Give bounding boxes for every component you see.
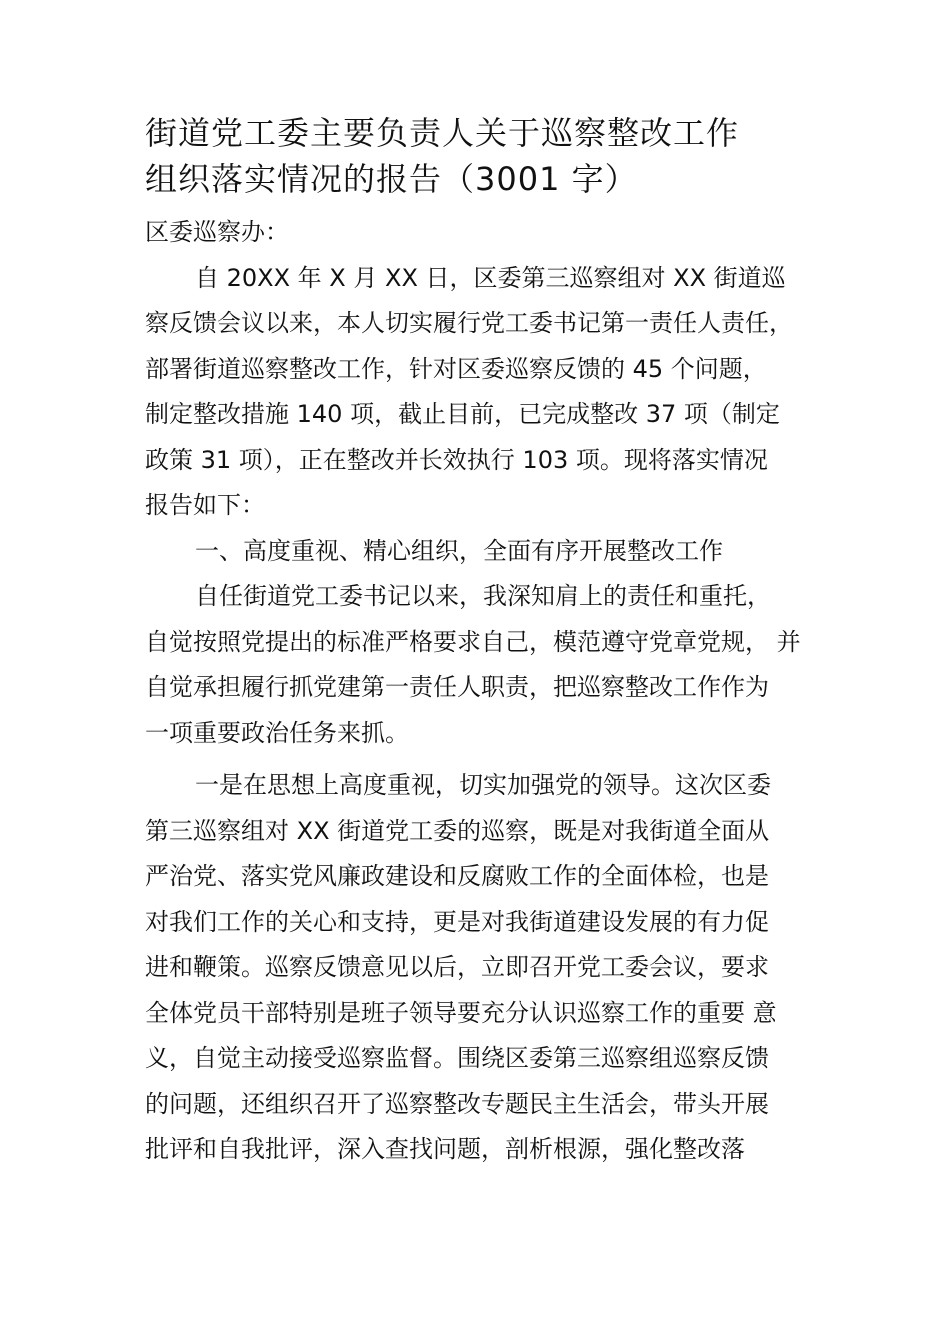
paragraph-line: 自觉按照党提出的标准严格要求自己，模范遵守党章党规， 并 [145,627,801,656]
paragraph-line: 第三巡察组对 XX 街道党工委的巡察，既是对我街道全面从 [145,816,770,845]
paragraph-line: 部署街道巡察整改工作，针对区委巡察反馈的 45 个问题， [145,354,767,383]
paragraph-line: 自 20XX 年 X 月 XX 日，区委第三巡察组对 XX 街道巡 [195,263,786,292]
paragraph-line: 的问题，还组织召开了巡察整改专题民主生活会，带头开展 [145,1089,769,1118]
paragraph-line: 严治党、落实党风廉政建设和反腐败工作的全面体检，也是 [145,862,769,890]
title-line: 组织落实情况的报告（3001 字） [145,160,638,198]
paragraph-line: 察反馈会议以来，本人切实履行党工委书记第一责任人责任， [145,309,793,337]
section-heading: 一、高度重视、精心组织，全面有序开展整改工作 [195,536,723,565]
paragraph-line: 批评和自我批评，深入查找问题，剖析根源，强化整改落 [145,1135,745,1163]
paragraph-line: 制定整改措施 140 项，截止目前，已完成整改 37 项（制定 [145,400,780,428]
paragraph-line: 政策 31 项），正在整改并长效执行 103 项。现将落实情况 [145,445,768,474]
title-line: 街道党工委主要负责人关于巡察整改工作 [145,114,740,152]
paragraph-line: 进和鞭策。巡察反馈意见以后，立即召开党工委会议，要求 [145,953,769,981]
salutation: 区委巡察办： [145,218,289,246]
document-title [145,110,825,202]
document-body [145,210,825,1173]
paragraph-line: 自觉承担履行抓党建第一责任人职责，把巡察整改工作作为 [145,673,769,701]
paragraph-line: 义，自觉主动接受巡察监督。围绕区委第三巡察组巡察反馈 [145,1044,769,1072]
paragraph-line: 一项重要政治任务来抓。 [145,718,409,747]
paragraph-line: 对我们工作的关心和支持，更是对我街道建设发展的有力促 [145,907,769,936]
paragraph-line: 自任街道党工委书记以来，我深知肩上的责任和重托， [195,582,771,610]
paragraph-line: 一是在思想上高度重视，切实加强党的领导。这次区委 [195,771,771,799]
paragraph-line: 全体党员干部特别是班子领导要充分认识巡察工作的重要 意 [145,998,777,1027]
paragraph-line: 报告如下： [145,491,265,519]
paragraph-gap [145,756,825,763]
